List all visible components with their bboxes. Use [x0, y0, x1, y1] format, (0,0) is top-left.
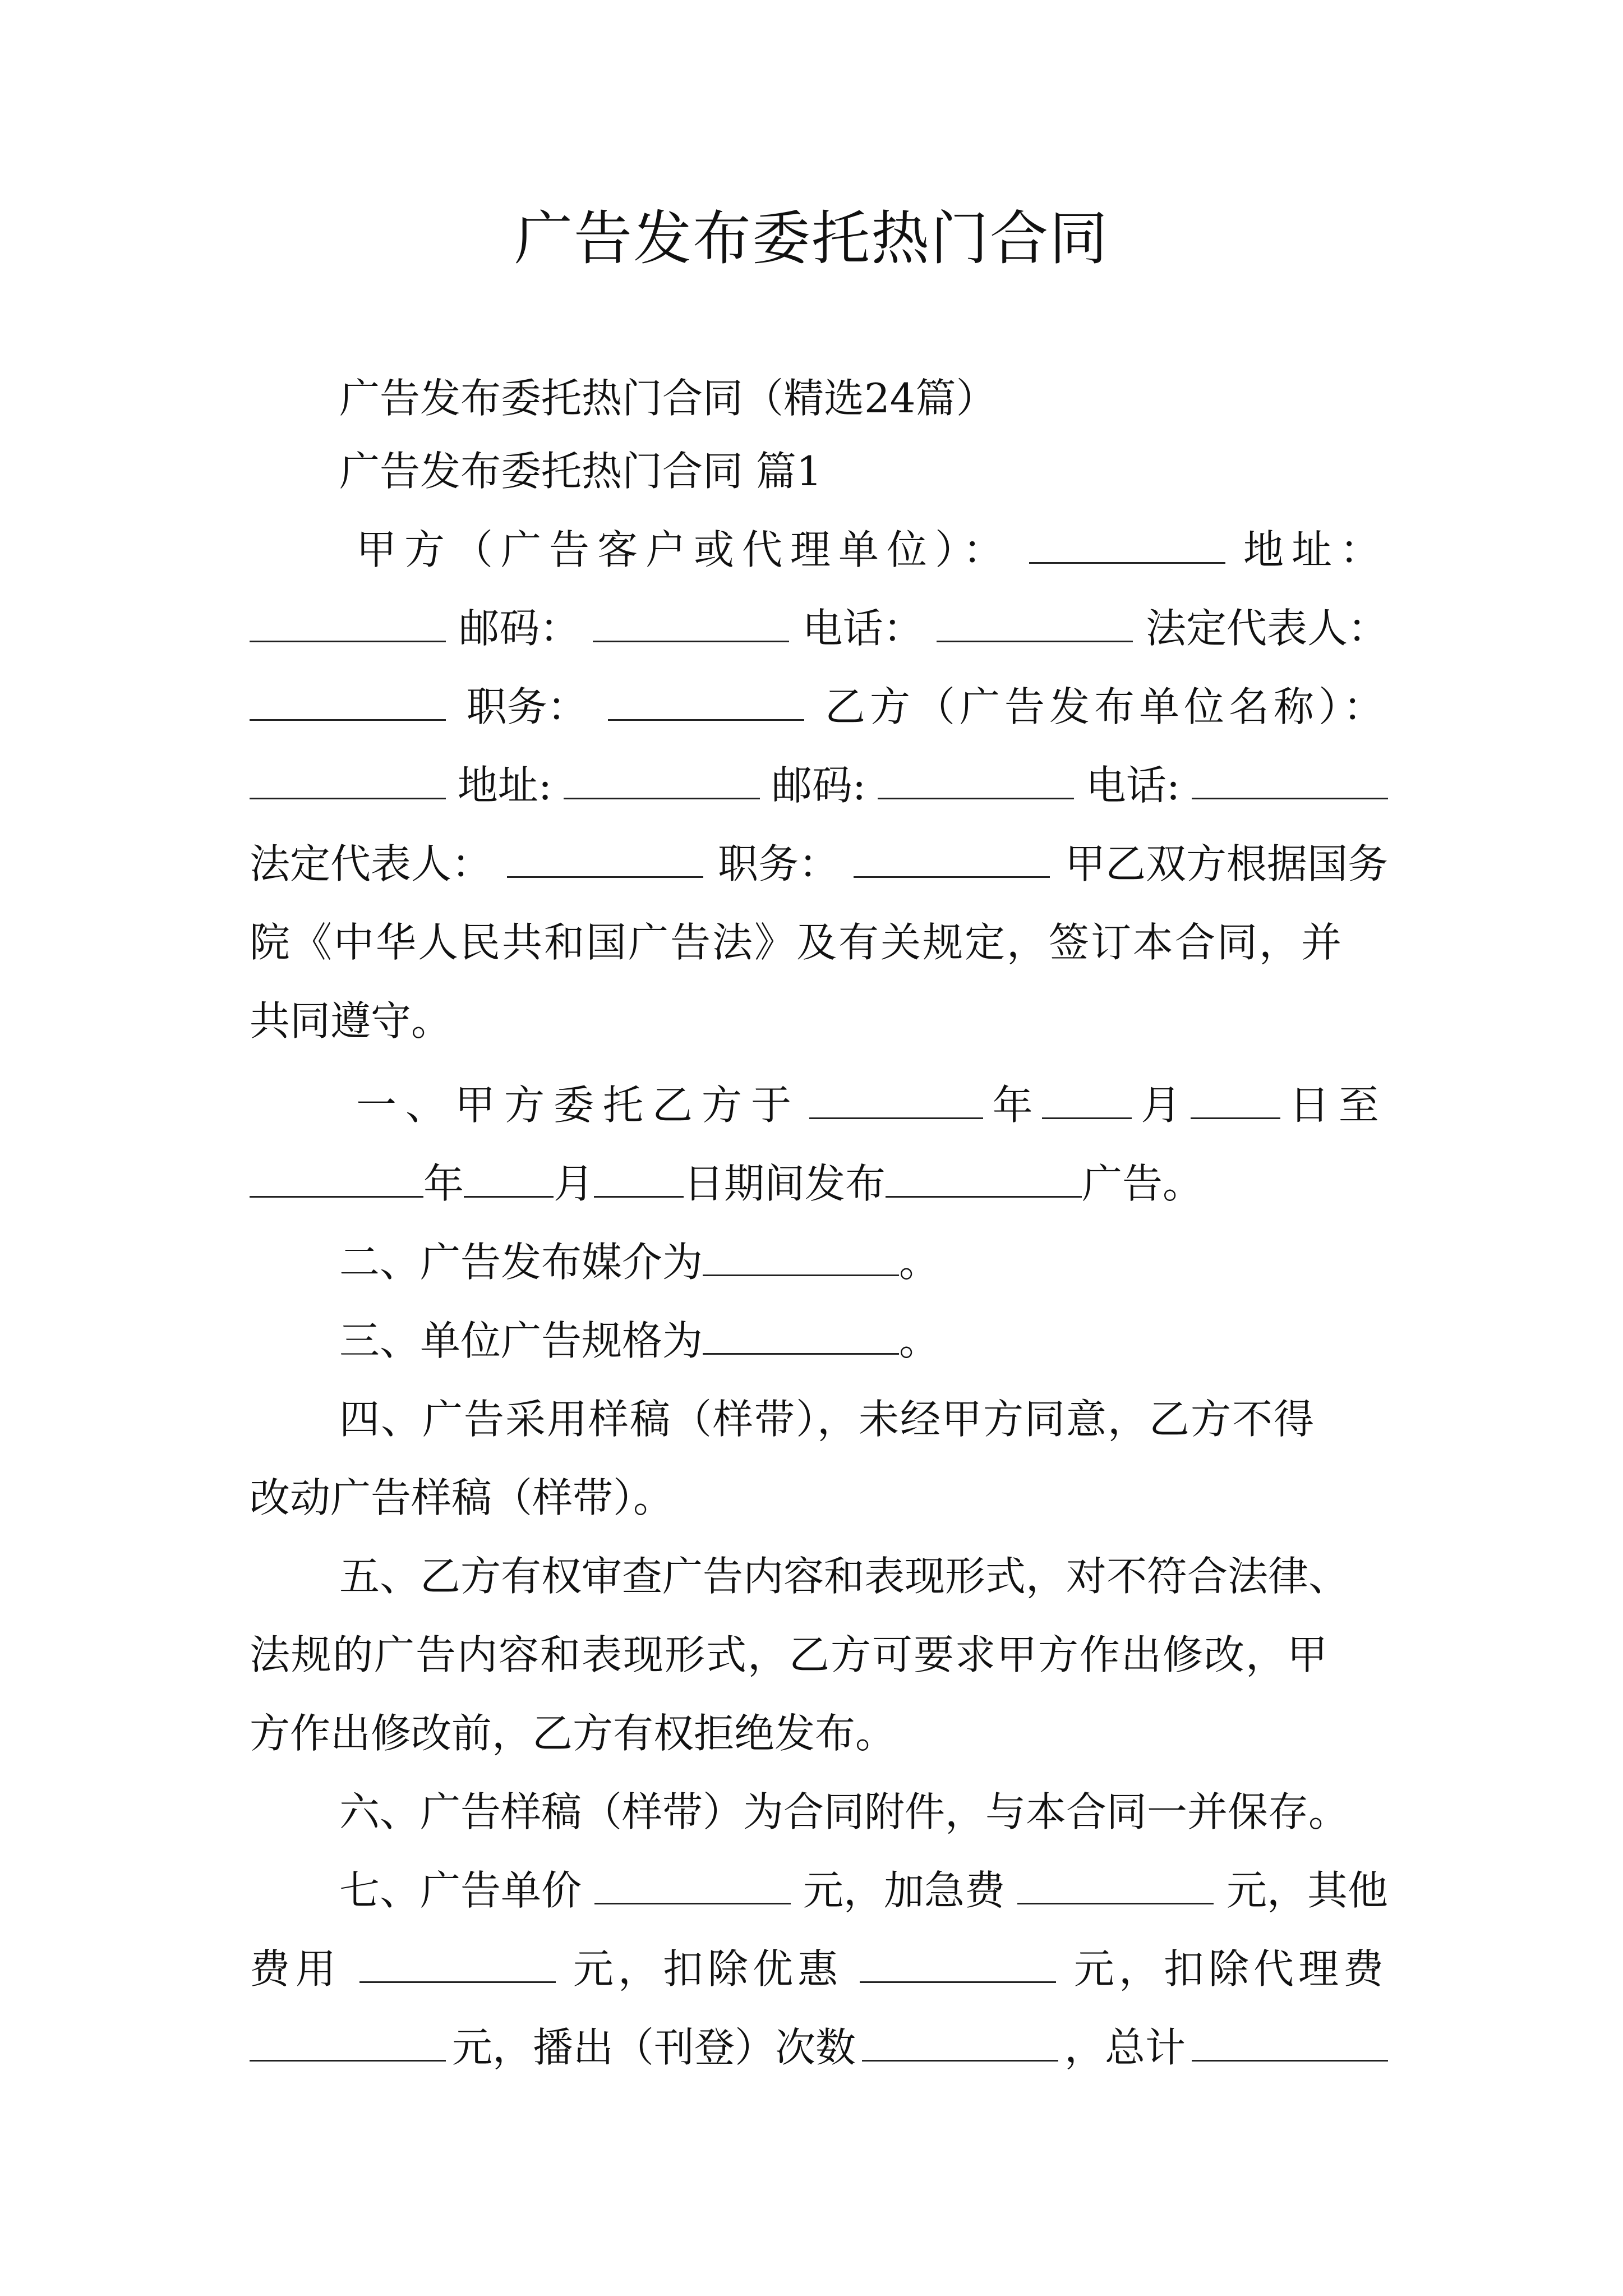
clause-1-line-1 — [250, 1077, 1388, 1133]
party-a-position-blank — [608, 680, 804, 721]
clause-1-year2: 年 — [423, 1160, 464, 1207]
party-a-phone-blank — [937, 601, 1133, 642]
party-a-postcode-label: 邮码： — [459, 605, 580, 652]
clause-5-line-1: 五、乙方有权审查广告内容和表现形式，对不符合法律、 — [339, 1553, 1349, 1600]
clause-2-text: 二、广告发布媒介为 — [339, 1239, 703, 1286]
clause-7-agency-fee: 元，扣除代理费 — [1073, 1945, 1388, 1993]
clause-1-year2-blank — [250, 1157, 423, 1198]
party-a-name-blank — [1029, 523, 1225, 564]
party-a-line-2 — [250, 600, 1388, 656]
party-a-position-label: 职务： — [466, 683, 588, 730]
preamble-line-3: 共同遵守。 — [250, 997, 452, 1045]
clause-7-fees: 费用 — [250, 1945, 342, 1993]
clause-1-day2-blank — [594, 1157, 684, 1198]
document-title: 广告发布委托热门合同 — [514, 204, 1109, 273]
clause-1-month-blank — [1042, 1078, 1132, 1119]
party-b-label: 乙方（广告发布单位名称）： — [824, 683, 1388, 730]
party-b-name-blank — [250, 758, 446, 799]
clause-3 — [250, 1313, 1388, 1369]
clause-1-year: 年 — [992, 1082, 1033, 1129]
clause-3-text: 三、单位广告规格为 — [339, 1317, 703, 1364]
party-a-address-blank — [250, 601, 446, 642]
clause-7-times: 元，播出（刊登）次数 — [451, 2024, 856, 2071]
clause-7-total-blank — [1192, 2021, 1388, 2062]
clause-7-rush-fee-blank — [1017, 1864, 1214, 1904]
clause-1-month2-blank — [464, 1157, 554, 1198]
clause-7-rush-fee: 元，加急费 — [803, 1867, 1005, 1914]
party-a-line-3 — [250, 679, 1388, 735]
clause-7-fees-blank — [359, 1942, 556, 1983]
party-b-position-blank — [854, 837, 1050, 878]
preamble-line-2: 院《中华人民共和国广告法》及有关规定，签订本合同，并 — [250, 919, 1344, 966]
party-b-phone-label: 电话: — [1085, 762, 1181, 809]
clause-7-line-3 — [250, 2019, 1388, 2076]
party-b-line-2 — [250, 836, 1388, 892]
clause-5-line-3: 方作出修改前，乙方有权拒绝发布。 — [250, 1710, 896, 1757]
clause-1-line-2 — [250, 1156, 1388, 1212]
party-a-phone-label: 电话： — [802, 605, 924, 652]
clause-7-discount-blank — [860, 1942, 1056, 1983]
clause-7-agency-fee-blank — [250, 2021, 446, 2062]
clause-1-month: 月 — [1141, 1082, 1182, 1129]
clause-7-discount: 元，扣除优惠 — [573, 1945, 842, 1993]
clause-5-line-2: 法规的广告内容和表现形式，乙方可要求甲方作出修改，甲 — [250, 1631, 1329, 1678]
clause-1-month2: 月 — [554, 1160, 594, 1207]
section-heading: 广告发布委托热门合同 篇1 — [339, 448, 822, 495]
party-b-address-label: 地址: — [457, 762, 552, 809]
clause-1-year-blank — [809, 1078, 983, 1119]
party-a-label: 甲方（广告客户或代理单位）： — [356, 526, 1012, 573]
party-a-legal-rep-blank — [250, 680, 446, 721]
party-b-postcode-label: 邮码: — [771, 762, 866, 809]
clause-4-line-2: 改动广告样稿（样带）。 — [250, 1474, 674, 1521]
party-a-postcode-blank — [593, 601, 789, 642]
party-a-address-label: 地址： — [1243, 526, 1388, 573]
clause-2-period: 。 — [899, 1239, 940, 1286]
party-b-phone-blank — [1192, 758, 1388, 799]
party-b-legal-rep-label: 法定代表人： — [250, 840, 492, 887]
clause-4-line-1: 四、广告采用样稿（样带），未经甲方同意，乙方不得 — [339, 1396, 1316, 1443]
party-b-postcode-blank — [878, 758, 1074, 799]
clause-2-blank — [703, 1235, 899, 1276]
party-b-line-1 — [250, 757, 1388, 813]
party-b-address-blank — [564, 758, 760, 799]
clause-1-day-blank — [1191, 1078, 1280, 1119]
clause-1-ad: 广告。 — [1082, 1160, 1204, 1207]
party-b-position-label: 职务： — [717, 840, 839, 887]
clause-6: 六、广告样稿（样带）为合同附件，与本合同一并保存。 — [339, 1788, 1349, 1835]
clause-7-unit-price: 七、广告单价 — [339, 1867, 582, 1914]
clause-3-blank — [703, 1314, 899, 1355]
clause-7-line-2 — [250, 1941, 1388, 1997]
clause-7-other: 元，其他 — [1226, 1867, 1388, 1914]
clause-7-line-1 — [250, 1862, 1388, 1918]
subtitle: 广告发布委托热门合同（精选24篇） — [339, 375, 997, 422]
clause-3-period: 。 — [899, 1317, 940, 1364]
party-a-line-1 — [250, 522, 1388, 578]
clause-1-day-to: 日至 — [1289, 1082, 1388, 1129]
clause-7-unit-price-blank — [594, 1864, 791, 1904]
clause-2 — [250, 1234, 1388, 1290]
clause-7-total: ，总计 — [1064, 2024, 1186, 2071]
party-b-legal-rep-blank — [507, 837, 703, 878]
clause-1-ad-blank — [886, 1157, 1082, 1198]
party-a-legal-rep-label: 法定代表人： — [1145, 605, 1388, 652]
clause-1-intro: 一、甲方委托乙方于 — [356, 1082, 801, 1129]
clause-7-times-blank — [862, 2021, 1058, 2062]
preamble-line-1: 甲乙双方根据国务 — [1064, 840, 1388, 887]
clause-1-period: 日期间发布 — [684, 1160, 886, 1207]
